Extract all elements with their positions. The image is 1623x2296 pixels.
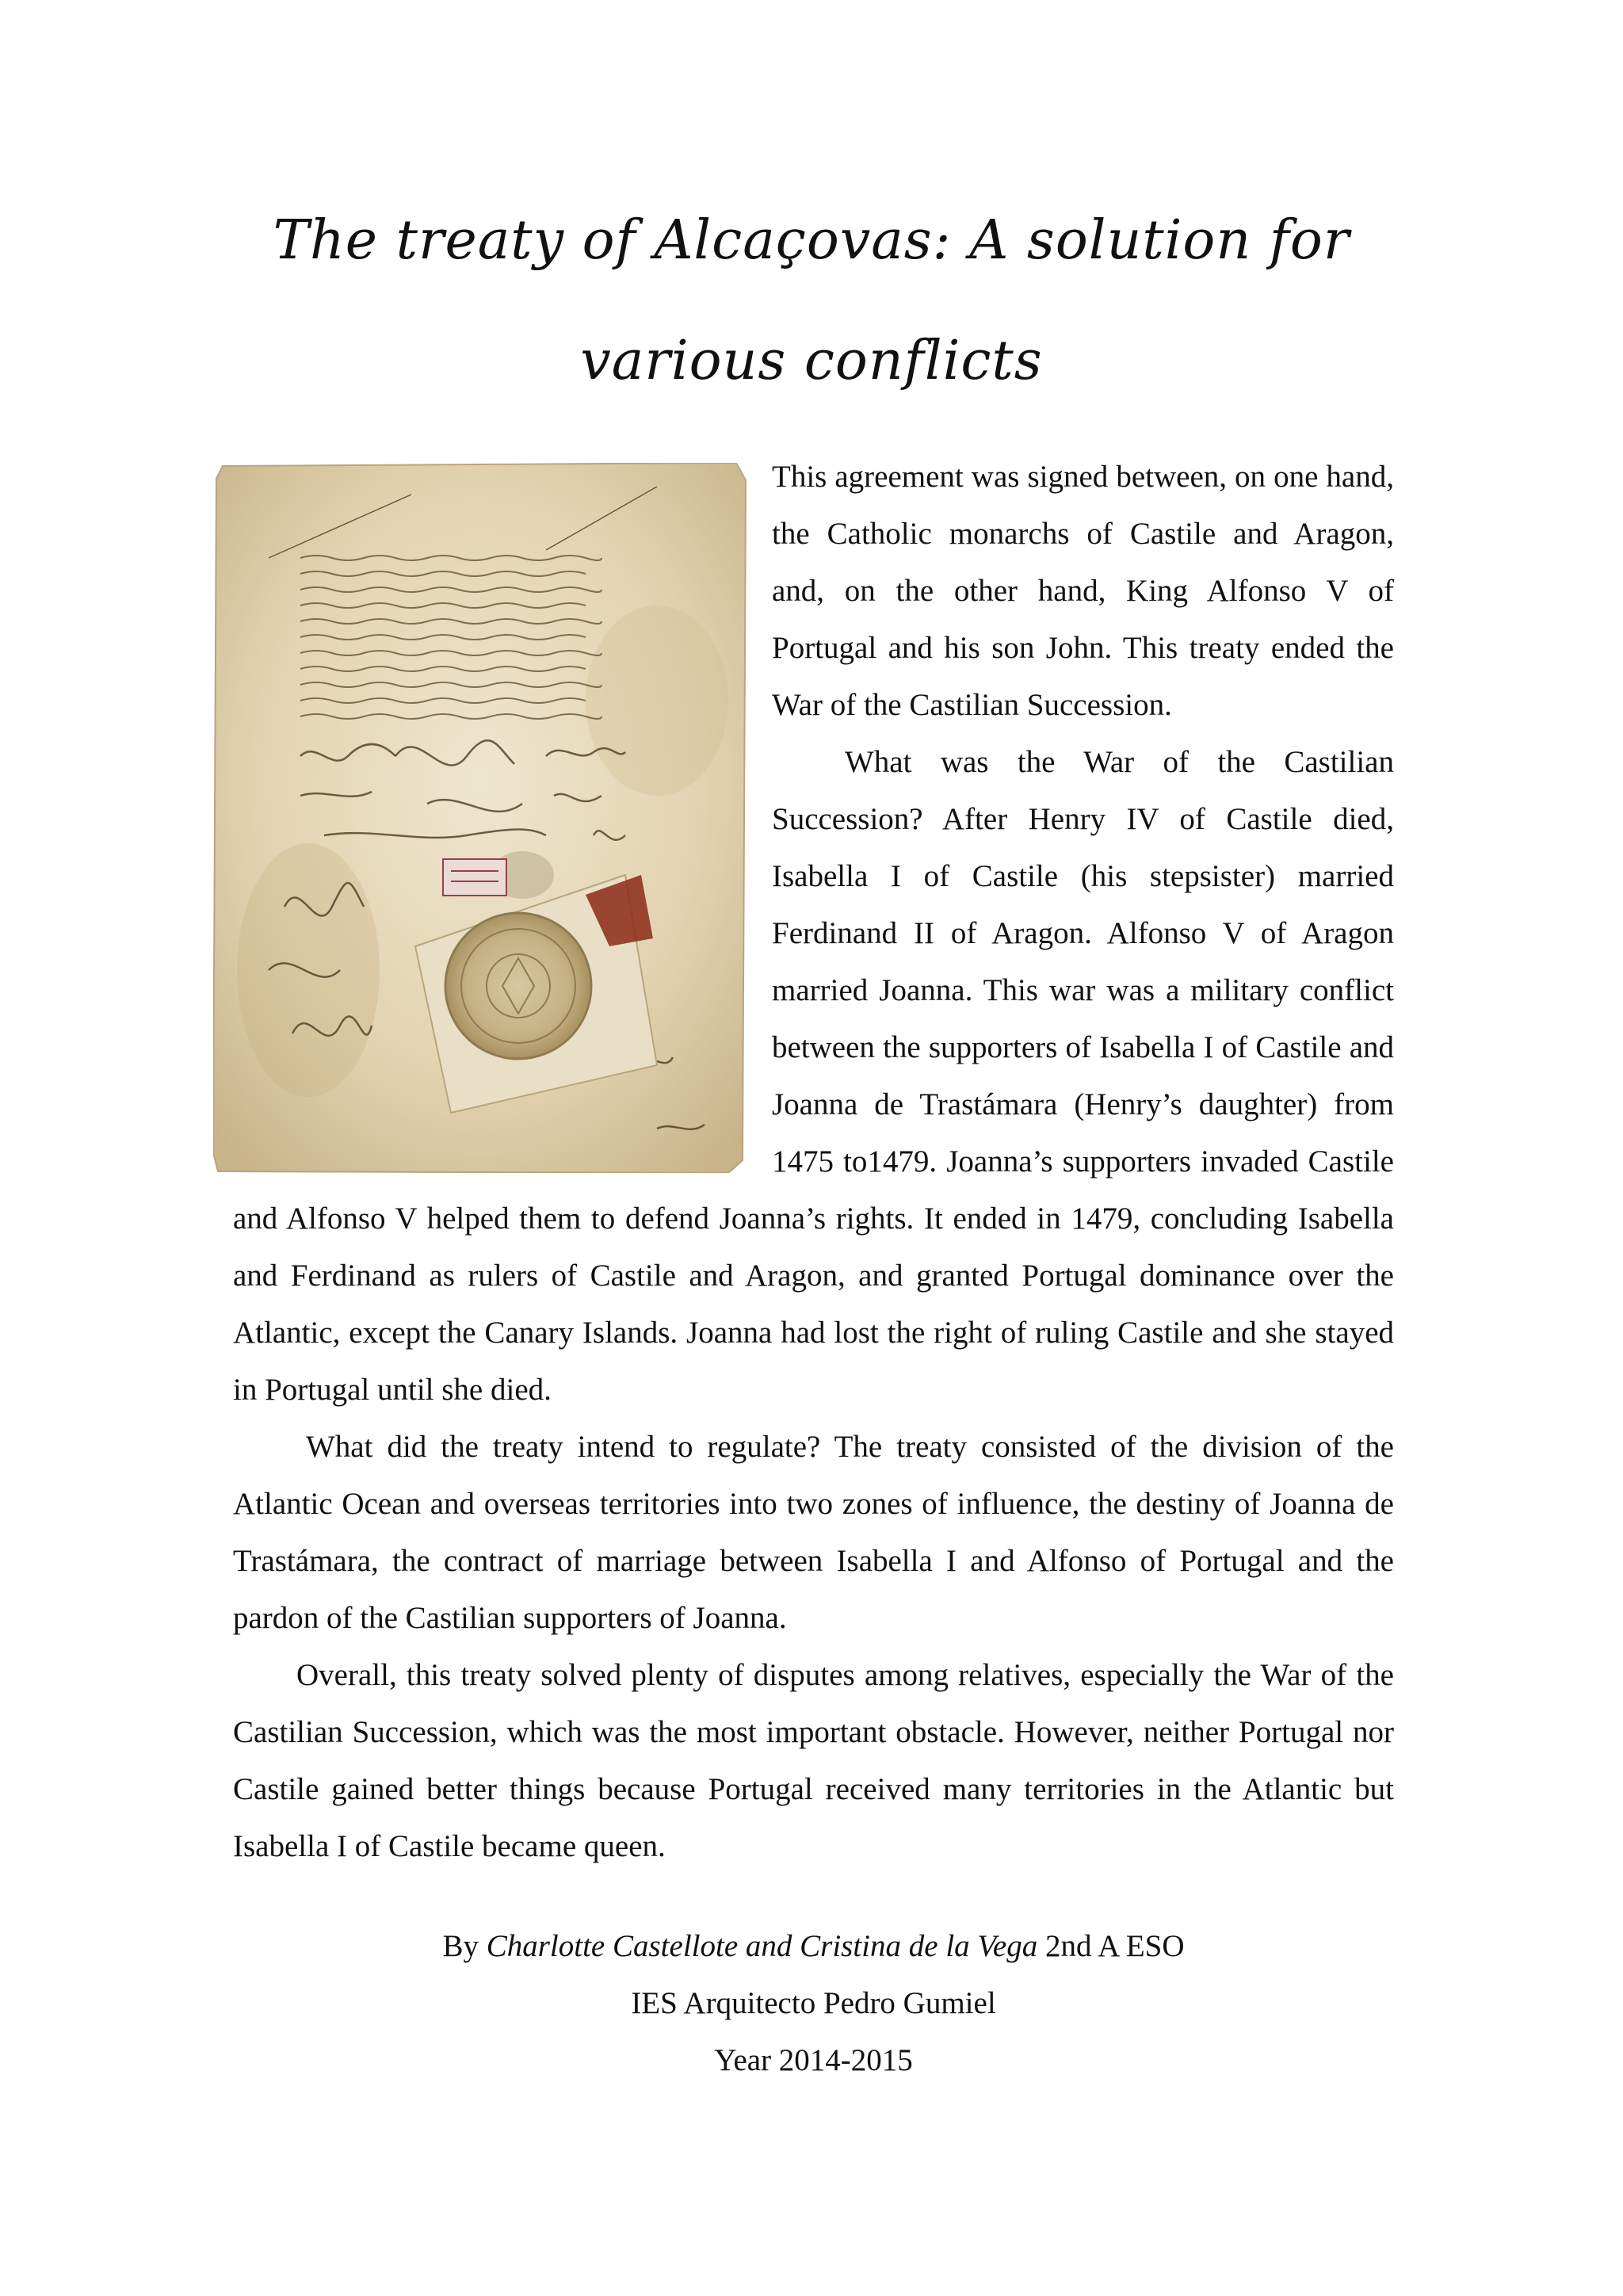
credits-class: 2nd A ESO bbox=[1044, 1929, 1185, 1963]
figure-spacer bbox=[233, 449, 772, 1186]
paragraph-conclusion: Overall, this treaty solved plenty of disputes among relatives, especially the War of the Castilian Succession, which was the most important obstacle. However, neither Portugal nor Castile gained better things because Portugal received many territories in the Atlantic but Isabella I of Castile became queen. bbox=[233, 1658, 1394, 1863]
paragraph-war: What was the War of the Castilian Succession? After Henry IV of Castile died, Isabella I of Castile (his stepsister) married Ferdinand II of Aragon. Alfonso V of Aragon married Joanna. This war was a military conflict between the supporters of Isabella I of Castile and Joanna de Trastámara (Henry’s daughter) from 1475 to1479. Joanna’s supporters invaded Castile and Alfonso V helped them to defend Joanna’s rights. It ended in 1479, concluding Isabella and Ferdinand as rulers of Castile and Aragon, and granted Portugal dominance over the Atlantic, except the Canary Islands. Joanna had lost the right of ruling Castile and she stayed in Portugal until she died. bbox=[233, 745, 1394, 1407]
paragraph-intro: This agreement was signed between, on one hand, the Catholic monarchs of Castile and Aragon, and, on the other hand, King Alfonso V of Portugal and his son John. This treaty ended the War of the Castilian Succession. bbox=[772, 460, 1394, 722]
credits-year: Year 2014-2015 bbox=[714, 2043, 913, 2077]
paragraph-regulation: What did the treaty intend to regulate? The treaty consisted of the division of the Atlantic Ocean and overseas territories into two zones of influence, the destiny of Joanna de Trastámara, the contract of marriage between Isabella I and Alfonso of Portugal and the pardon of the Castilian supporters of Joanna. bbox=[233, 1430, 1394, 1635]
credits bbox=[233, 1918, 1394, 2089]
credits-by: By bbox=[442, 1929, 479, 1963]
credits-authors-line bbox=[233, 1918, 1394, 1975]
document-title: The treaty of Alcaçovas: A solution for various conflicts bbox=[273, 209, 1350, 392]
credits-school: IES Arquitecto Pedro Gumiel bbox=[631, 1986, 996, 2020]
credits-authors: Charlotte Castellote and Cristina de la Vega bbox=[486, 1929, 1038, 1963]
article-body bbox=[233, 449, 1394, 1875]
